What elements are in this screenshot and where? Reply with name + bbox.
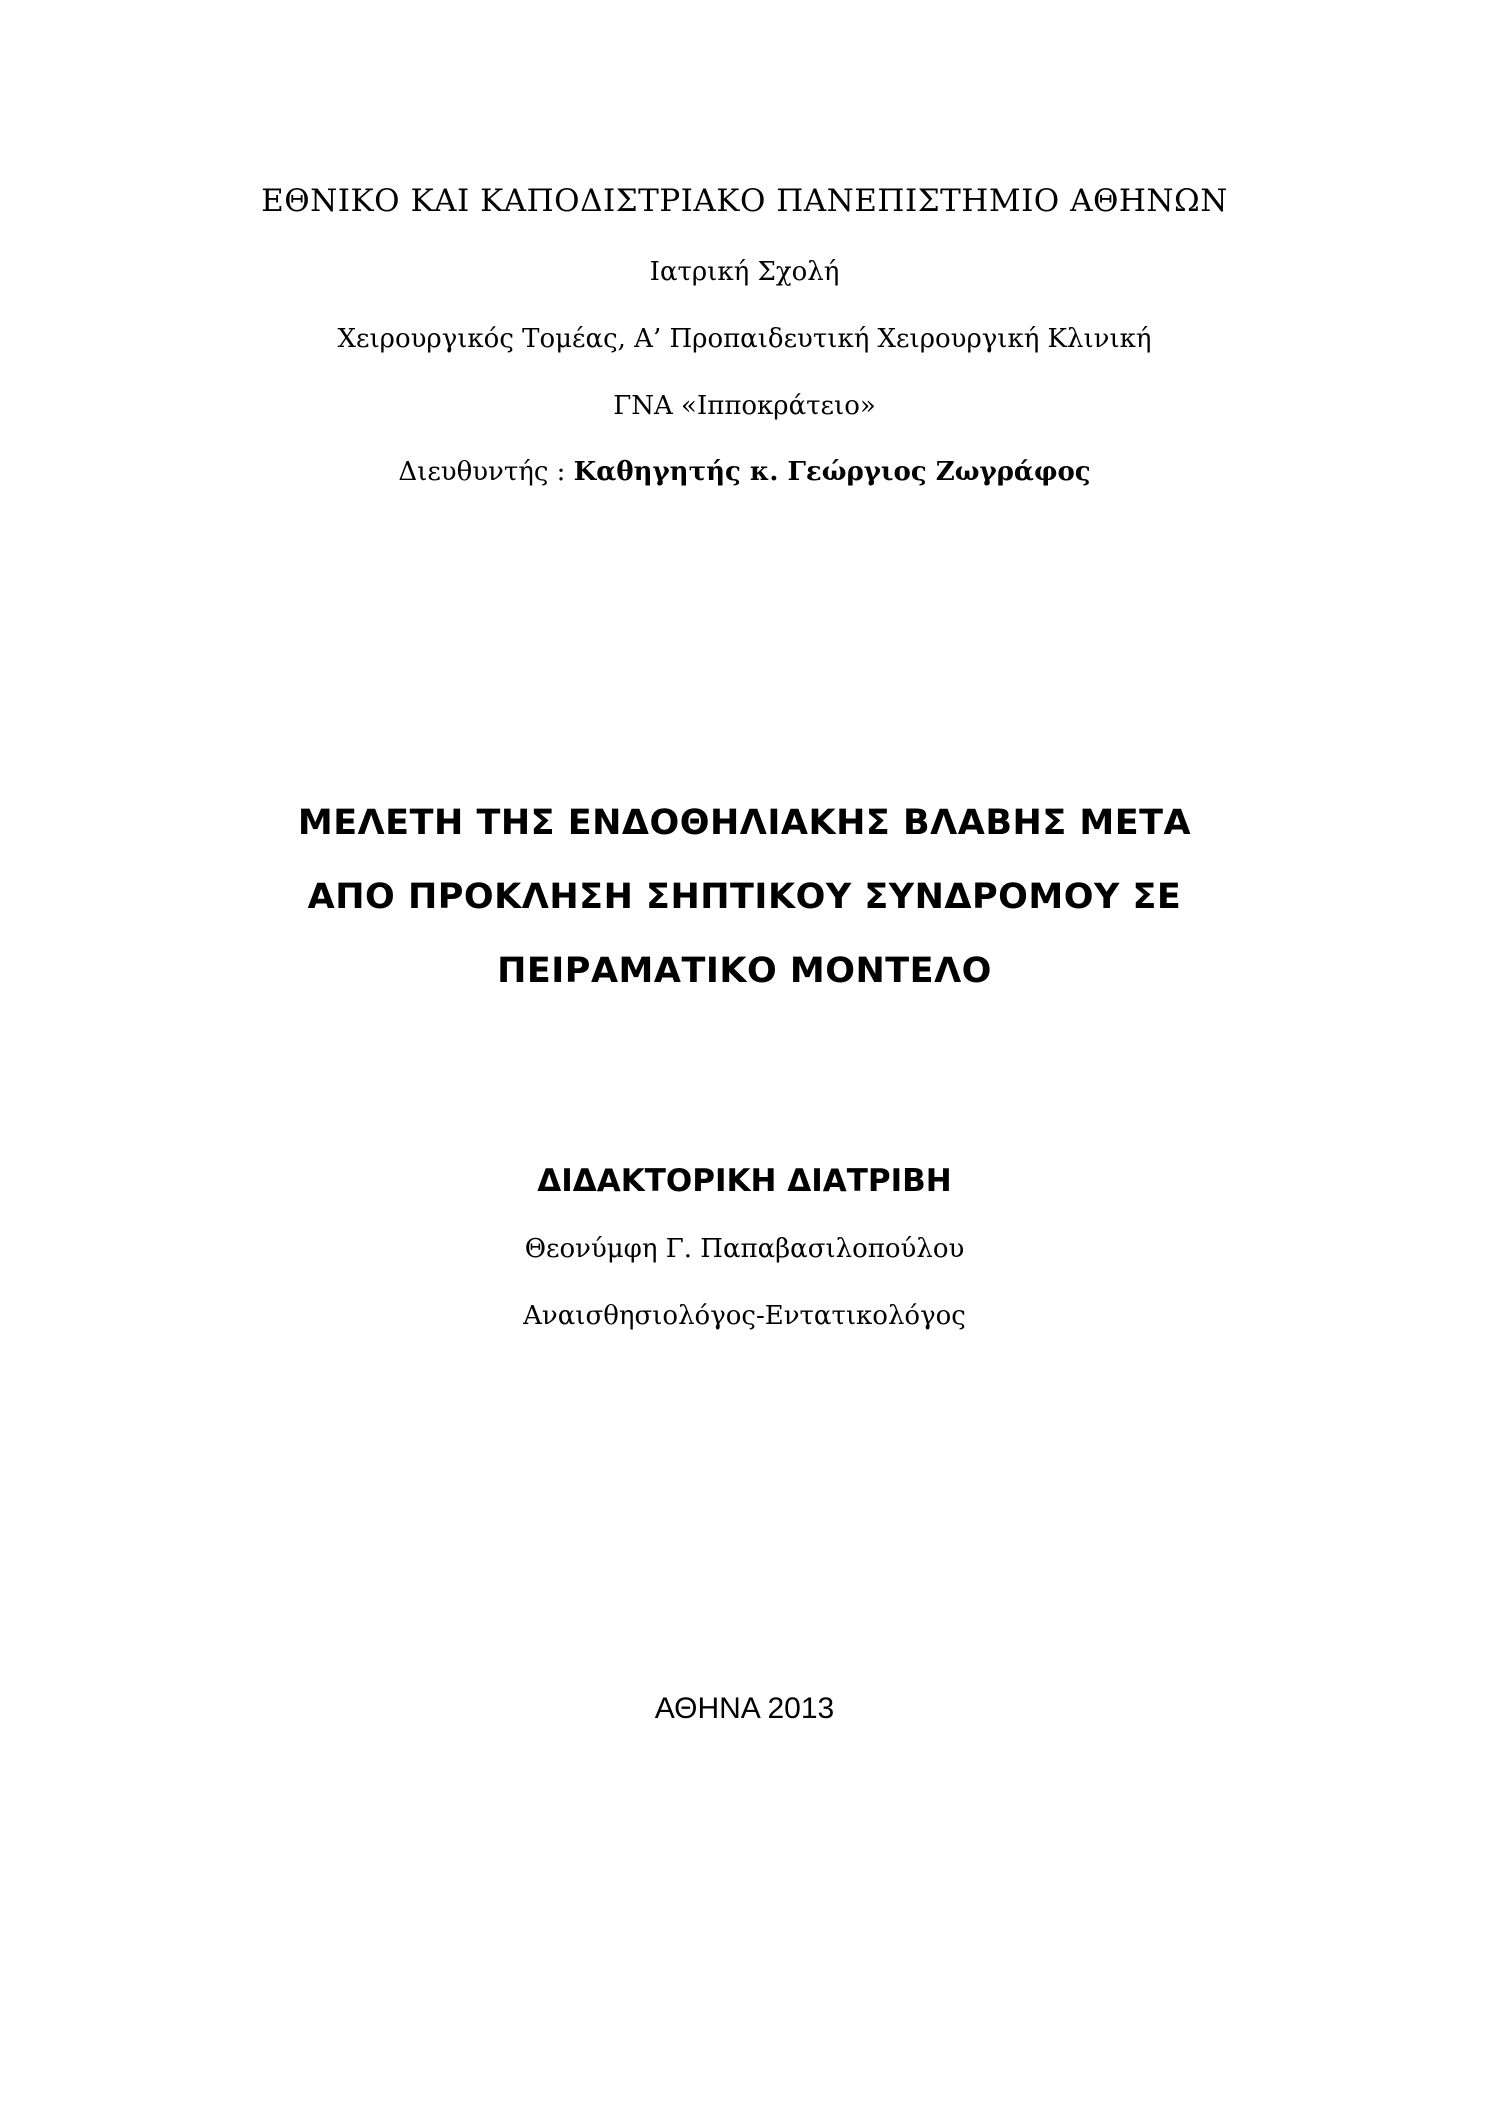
- director-label: Διευθυντής :: [398, 457, 574, 487]
- director-line: [0, 459, 1489, 485]
- thesis-title-line-2: ΑΠΟ ΠΡΟΚΛΗΣΗ ΣΗΠΤΙΚΟΥ ΣΥΝΔΡΟΜΟΥ ΣΕ: [307, 877, 1182, 917]
- author-name: Θεονύμφη Γ. Παπαβασιλοπούλου: [524, 1234, 965, 1264]
- thesis-title-line-1: ΜΕΛΕΤΗ ΤΗΣ ΕΝΔΟΘΗΛΙΑΚΗΣ ΒΛΑΒΗΣ ΜΕΤΑ: [297, 803, 1192, 843]
- place-and-year: ΑΘΗΝΑ 2013: [654, 1692, 835, 1725]
- document-type: ΔΙΔΑΚΤΟΡΙΚΗ ΔΙΑΤΡΙΒΗ: [537, 1163, 952, 1199]
- hospital-name: ΓΝΑ «Ιπποκράτειο»: [613, 391, 876, 421]
- thesis-title-line-3: ΠΕΙΡΑΜΑΤΙΚΟ ΜΟΝΤΕΛΟ: [497, 951, 992, 991]
- university-name: ΕΘΝΙΚΟ ΚΑΙ ΚΑΠΟΔΙΣΤΡΙΑΚΟ ΠΑΝΕΠΙΣΤΗΜΙΟ ΑΘΗΝΩΝ: [261, 183, 1228, 219]
- author-specialty: Αναισθησιολόγος-Εντατικολόγος: [523, 1301, 966, 1331]
- school-name: Ιατρική Σχολή: [649, 257, 840, 287]
- department-name: Χειρουργικός Τομέας, Α’ Προπαιδευτική Χειρουργική Κλινική: [337, 324, 1152, 354]
- director-name: Καθηγητής κ. Γεώργιος Ζωγράφος: [573, 457, 1091, 487]
